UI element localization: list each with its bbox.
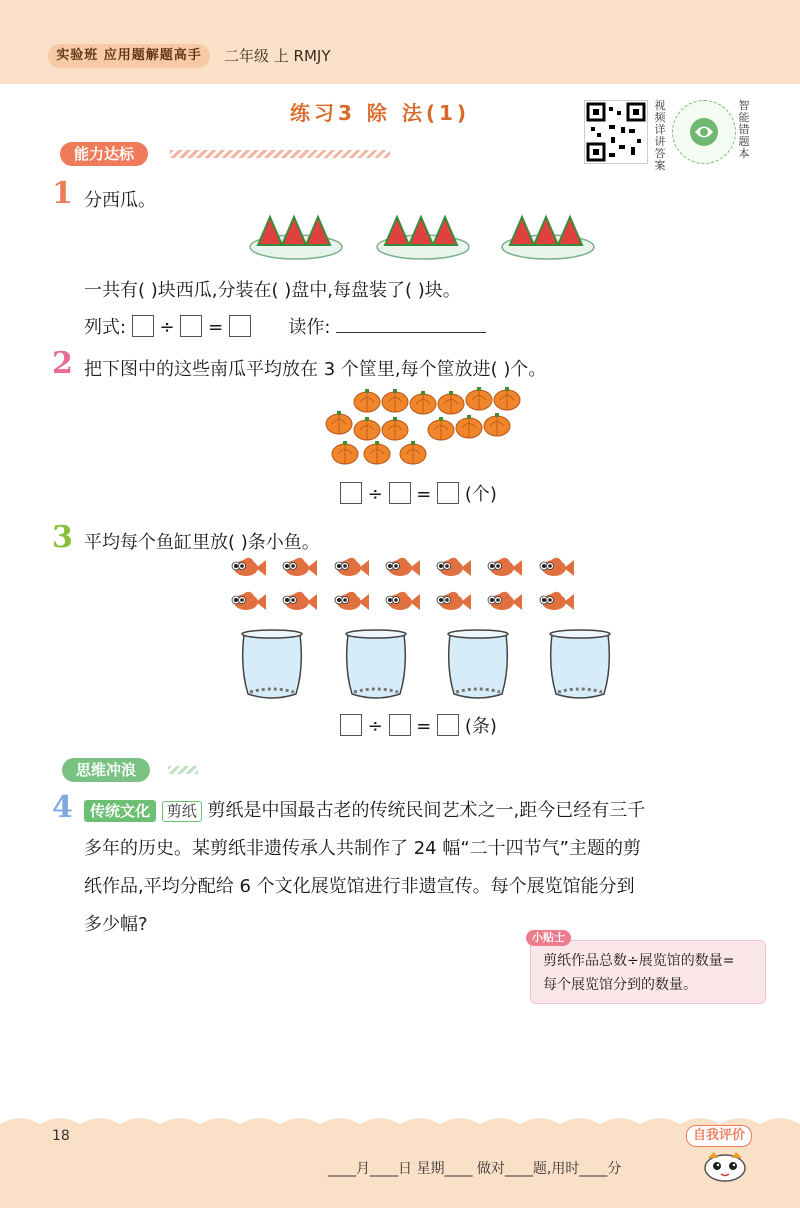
fish: [540, 592, 574, 610]
answer-box[interactable]: [340, 714, 362, 736]
fish: [488, 592, 522, 610]
fish: [232, 558, 266, 576]
q4-body: [84, 792, 774, 944]
answer-box[interactable]: [389, 482, 411, 504]
qr-mistakes-label: 智能错题本: [738, 99, 750, 160]
divide-sign: ÷: [367, 716, 383, 737]
pumpkin: [382, 389, 408, 412]
topic-chip-culture: 传统文化: [84, 800, 156, 822]
tip-label: 小贴士: [526, 930, 571, 946]
qr-video-label: 视频详讲答案: [654, 99, 666, 172]
fish: [437, 558, 471, 576]
fish: [335, 558, 369, 576]
qr-code-video[interactable]: [584, 100, 648, 164]
q3-formula-row: [340, 712, 497, 738]
q4-line2: 多年的历史。某剪纸非遗传承人共制作了 24 幅“二十四节气”主题的剪: [84, 838, 641, 859]
page-title: 练习3 除 法(1): [290, 101, 471, 125]
tip-line2: 每个展览馆分到的数量。: [543, 977, 697, 993]
fish: [488, 558, 522, 576]
pumpkin: [428, 417, 454, 440]
fish-tank: [550, 630, 610, 698]
unit-label: (条): [464, 716, 497, 737]
answer-box[interactable]: [340, 482, 362, 504]
fish: [335, 592, 369, 610]
question-number-2: 2: [52, 346, 73, 381]
fish-tank: [448, 630, 508, 698]
watermelon-plate: [502, 217, 594, 259]
answer-box[interactable]: [132, 315, 154, 337]
pumpkin: [456, 415, 482, 438]
pumpkin: [364, 441, 390, 464]
answer-box[interactable]: [437, 482, 459, 504]
equals-sign: =: [416, 716, 432, 737]
brand-logo: 实验班 应用题解题高手: [48, 44, 210, 68]
q1-read-label: 读作:: [288, 317, 331, 338]
qr-code-mistakes[interactable]: [672, 100, 736, 164]
answer-box[interactable]: [229, 315, 251, 337]
fish: [232, 592, 266, 610]
fish: [540, 558, 574, 576]
pumpkin: [332, 441, 358, 464]
watermelon-illustration: [248, 205, 598, 265]
question-number-3: 3: [52, 520, 73, 555]
fish-tank-illustration: [234, 626, 614, 702]
q1-formula-prefix: 列式:: [84, 317, 127, 338]
fish: [437, 592, 471, 610]
topic-chip-papercut: 剪纸: [162, 801, 202, 822]
pumpkin: [494, 387, 520, 410]
section-divider: [170, 150, 390, 158]
watermelon-plate: [250, 217, 342, 259]
fish: [386, 592, 420, 610]
pumpkin: [410, 391, 436, 414]
q2-prompt: 把下图中的这些南瓜平均放在 3 个筐里,每个筐放进( )个。: [84, 359, 547, 380]
answer-box[interactable]: [437, 714, 459, 736]
q2-formula-row: [340, 480, 497, 506]
divide-sign: ÷: [159, 317, 175, 338]
q1-prompt: 分西瓜。: [84, 190, 156, 211]
pumpkin-illustration: [320, 385, 530, 467]
fish-tank: [242, 630, 302, 698]
grade-label: 二年级 上 RMJY: [224, 47, 331, 65]
equals-sign: =: [208, 317, 224, 338]
pumpkin: [354, 417, 380, 440]
section-tag-ability: 能力达标: [60, 142, 148, 166]
answer-box[interactable]: [389, 714, 411, 736]
equals-sign: =: [416, 484, 432, 505]
fish: [283, 592, 317, 610]
pumpkin: [400, 441, 426, 464]
question-number-4: 4: [52, 790, 73, 825]
answer-box[interactable]: [180, 315, 202, 337]
section-divider: [168, 766, 198, 774]
q1-line1: 一共有( )块西瓜,分装在( )盘中,每盘装了( )块。: [84, 280, 461, 301]
fish: [386, 558, 420, 576]
q4-line3: 纸作品,平均分配给 6 个文化展览馆进行非遗宣传。每个展览馆能分到: [84, 876, 635, 897]
pumpkin: [382, 417, 408, 440]
pumpkin: [326, 411, 352, 434]
divide-sign: ÷: [367, 484, 383, 505]
pumpkin: [466, 387, 492, 410]
header-band: [0, 0, 800, 84]
pumpkin: [354, 389, 380, 412]
page-number: 18: [52, 1128, 70, 1144]
tip-box: [530, 940, 766, 1004]
mascot-icon: [702, 1148, 748, 1182]
watermelon-plate: [377, 217, 469, 259]
footer-record: ____月____日 星期____ 做对____题,用时____分: [328, 1161, 622, 1177]
fish-tank: [346, 630, 406, 698]
unit-label: (个): [464, 484, 497, 505]
q3-prompt: 平均每个鱼缸里放( )条小鱼。: [84, 532, 320, 553]
question-number-1: 1: [52, 176, 73, 211]
read-answer-line[interactable]: [336, 316, 486, 333]
pumpkin: [484, 413, 510, 436]
fish: [283, 558, 317, 576]
q1-formula-row: [84, 313, 486, 339]
tip-line1: 剪纸作品总数÷展览馆的数量=: [543, 953, 735, 969]
q4-line4: 多少幅?: [84, 914, 148, 935]
q4-line1: 剪纸是中国最古老的传统民间艺术之一,距今已经有三千: [207, 800, 646, 821]
self-eval-label: 自我评价: [686, 1125, 752, 1147]
pumpkin: [438, 391, 464, 414]
fish-illustration: [224, 552, 624, 622]
section-tag-thinking: 思维冲浪: [62, 758, 150, 782]
